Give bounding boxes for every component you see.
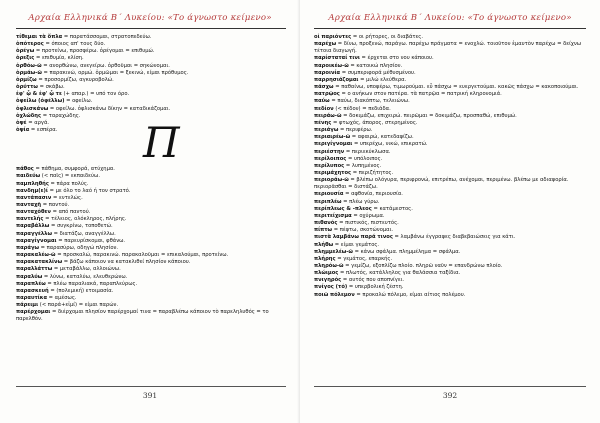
glossary-entry (314, 41, 588, 55)
headword: ὁρμάω-ῶ (16, 69, 42, 76)
headword: περιγίγνομαι (314, 141, 353, 148)
definition: = γεμάτος, επαρκής. (335, 255, 393, 262)
glossary-entry (314, 199, 588, 206)
glossary-entry (16, 245, 288, 252)
headword: παρρησιάζομαι (314, 76, 359, 83)
headword: ὀχλώδης (16, 112, 42, 119)
definition: = αφθονία, περιουσία. (343, 191, 403, 198)
glossary-entry (16, 106, 288, 113)
headword: παρασκευή (16, 287, 49, 294)
glossary-entry (314, 284, 588, 291)
definition: = προσκαλώ, παρακινώ. παρακαλοῦμαι = επικαλούμαι, προτείνω. (55, 252, 229, 259)
footer-rule (314, 386, 586, 387)
definition: = οφείλω. (64, 98, 93, 105)
definition: = παρατάσσομαι, στρατοπεδεύω. (62, 34, 152, 40)
definition: = αυτός που αποπνίγει. (341, 277, 405, 284)
definition: (< πέδον) = πεδιάδα. (333, 105, 391, 112)
headword: πανταχόθεν (16, 209, 51, 216)
definition: = προσορμίζω, αγκυροβολώ. (36, 76, 114, 83)
definition: = είμαι γεμάτος. (333, 241, 380, 248)
headword: περιπλέω (314, 198, 342, 205)
definition: = οφείλω. ὀφλισκάνω δίκην = καταδικάζομαι. (48, 105, 171, 112)
right-page (300, 0, 600, 423)
headword: παροινία (314, 69, 341, 76)
definition: = μεταβάλλω, αλλοιώνω. (52, 266, 121, 273)
glossary-entry (16, 223, 288, 230)
definition: = από παντού. (50, 209, 91, 216)
headword: πανταχῆ (16, 201, 42, 208)
glossary-entry (314, 141, 588, 148)
definition: = κατάμεστος. (371, 205, 413, 212)
definition: = έρχεται στο νου κάποιου. (359, 55, 434, 62)
glossary-column (16, 34, 288, 324)
headword: ὀρύττω (16, 84, 38, 91)
glossary-column (314, 34, 588, 299)
glossary-entry (314, 163, 588, 170)
headword: ποιῶ πόλεμον (314, 291, 355, 298)
glossary-entry (314, 249, 588, 256)
headword: πάρειμι (16, 302, 39, 309)
headword: παρέρχομαι (16, 309, 51, 316)
definition: = αφαιρώ, κατεδαφίζω. (350, 134, 414, 141)
glossary-entry (314, 113, 588, 120)
headword: πνιγηρός (314, 277, 342, 284)
glossary-entry (314, 106, 588, 113)
headword: πεδίον (314, 105, 334, 112)
headword: πειράω-ῶ (314, 112, 342, 119)
glossary-entry (16, 281, 288, 288)
glossary-entry (314, 191, 588, 198)
headword: περιέστην (314, 148, 345, 155)
headword: παντελής (16, 216, 44, 223)
glossary-entry (16, 98, 288, 105)
headword: πάσχω (314, 84, 334, 91)
headword: πλήθω (314, 241, 334, 248)
headword: ἐφ' ᾧ & ἐφ' ᾧ τε (16, 91, 62, 98)
headword: περιμάχητος (314, 169, 352, 176)
headword: παραλύω (16, 273, 43, 280)
definition: = (πολεμική) ετοιμασία. (48, 287, 114, 294)
glossary-entry (314, 292, 588, 299)
headword: οἱ παριόντες (314, 34, 352, 40)
definition: = πιστικός, πιστευτός. (337, 220, 399, 227)
definition: = παθαίνω, υποφέρω, τιμωρούμαι. εὖ πάσχω = ευεργετούμαι. κακῶς πάσχω = κακοποιούμαι. (333, 84, 579, 91)
headword: παρακαλέω-ῶ (16, 252, 56, 259)
definition: = γεμίζω, εξοπλίζω πλοίο. πληρῶ ναῦν = επανδρώνω πλοίο. (343, 263, 503, 269)
glossary-entry (314, 234, 588, 241)
glossary-entry (314, 63, 588, 70)
page-header: Αρχαία Ελληνικά Β΄ Λυκείου: «Το άγνωστο κείμενο» (28, 13, 272, 23)
glossary-entry (314, 120, 588, 127)
definition: (< παῖς) = εκπαιδεύω. (40, 173, 100, 180)
definition: = εσπέρα. (29, 127, 58, 134)
definition: = κατοικώ πλησίον. (348, 62, 403, 69)
definition: = δοκιμάζω, επιχειρώ. πειρῶμαι = δοκιμάζω, προσπαθώ, επιθυμώ. (341, 112, 517, 119)
glossary-entry (16, 288, 288, 295)
headword: πνίγος (τό) (314, 284, 348, 291)
headword: παραγγέλλω (16, 230, 52, 237)
headword: πίπτω (314, 227, 333, 234)
headword: ὁρμίζω (16, 76, 37, 83)
definition: = κάνω σφάλμα. πλημμέλημα = σφάλμα. (352, 248, 461, 255)
definition: = συγκρίνω, τοποθετώ. (49, 223, 113, 230)
headword: πιστὰ λαμβάνω παρά τινος (314, 234, 393, 241)
definition: = οχύρωμα. (351, 212, 385, 219)
headword: ὀφείλω (ὀφέλλω) (16, 98, 65, 105)
headword: πλήρης (314, 255, 336, 262)
headword: πλημμελέω-ῶ (314, 248, 353, 255)
definition: = πλέω παραλιακά, παραπλεύρως. (45, 280, 138, 287)
headword: παύω (314, 98, 330, 105)
definition: = επιθυμία, κλίση. (34, 55, 84, 62)
definition: = λυπημένος. (344, 162, 382, 169)
glossary-entry (16, 188, 288, 195)
definition: = παντού. (41, 201, 70, 208)
definition: = αργά. (26, 119, 50, 126)
headword: πανδημ(ε)ί (16, 187, 48, 194)
definition: = διατάζω, αναγγέλλω. (51, 230, 116, 237)
headword: πάθος (16, 166, 34, 173)
definition: = βάζω κάποιον να κατακλιθεί πλησίον κάποιου. (62, 259, 191, 266)
glossary-entry (16, 63, 288, 70)
glossary-entry (16, 195, 288, 202)
headword: παντάπασιν (16, 194, 52, 201)
headword: περίλοιπος (314, 155, 347, 162)
definition: (+ απαρ.) = υπό τον όρο. (61, 91, 130, 98)
definition: = ανορθώνω, ανεγείρω. ὀρθοῦμαι = σηκώνομαι. (41, 62, 170, 69)
definition: = πάθημα, συμφορά, ατύχημα. (33, 166, 115, 173)
headword: πιθανός (314, 220, 338, 227)
glossary-entry (314, 242, 588, 249)
definition: = λαμβάνω έγγραφες διαβεβαιώσεις για κάτι. (392, 234, 516, 241)
glossary-entry (16, 238, 288, 245)
glossary-entry (16, 274, 288, 281)
definition: = πλέω γύρω. (341, 198, 380, 205)
definition: = οι ρήτορες, οι διαβάτες. (351, 34, 423, 40)
headword: ὀρεξις (16, 55, 35, 62)
headword: παροικέω-ῶ (314, 62, 349, 69)
definition: (< παρά+εἰμί) = είμαι παρών. (38, 302, 119, 309)
page-header: Αρχαία Ελληνικά Β΄ Λυκείου: «Το άγνωστο κείμενο» (328, 13, 572, 23)
glossary-entry (314, 213, 588, 220)
definition: = όποιος απ' τους δύο. (43, 41, 106, 48)
headword: παραλλάττω (16, 266, 53, 273)
headword: ὀψέ (16, 119, 27, 126)
headword: πένης (314, 119, 332, 126)
definition: = παρακινώ, ορμώ. ὁρμῶμαι = ξεκινώ, είμαι πρόθυμος. (41, 69, 189, 76)
footer-rule (16, 386, 286, 387)
glossary-entry (314, 149, 588, 156)
glossary-entry (314, 98, 588, 105)
headword: ὀρθόω-ῶ (16, 62, 42, 69)
definition: = παύω, διακόπτω, τελειώνω. (329, 98, 410, 105)
definition: = παρασύρω, οδηγώ πλησίον. (39, 244, 119, 251)
definition: = προκαλώ πόλεμο, είμαι αίτιος πολέμου. (354, 291, 466, 298)
definition: = περιζήτητος. (351, 169, 394, 176)
glossary-entry (314, 177, 588, 191)
header-rule (16, 28, 286, 29)
definition: = πλωτός, κατάλληλος για θαλάσσια ταξίδια. (338, 270, 461, 277)
page-number: 391 (142, 391, 158, 400)
definition: = διέρχομαι πλησίον παρέρχομαί τινα = παραβλέπω κάποιον τὸ παρεληλυθός = το παρελθόν. (16, 309, 269, 323)
definition: = ταραχώδης. (41, 112, 81, 119)
page-number: 392 (442, 391, 458, 400)
headword: περιάγω (314, 127, 339, 134)
definition: = εντελώς. (51, 194, 83, 201)
headword: παρίσταταί τινι (314, 55, 360, 62)
definition: = αμέσως. (47, 295, 77, 301)
definition: = συμπεριφορά μέθυσμένου. (340, 69, 416, 76)
section-letter: Π (143, 118, 180, 168)
headword: περιτείχισμα (314, 212, 352, 219)
definition: = παρευρίσκομαι, φθάνω. (56, 237, 126, 244)
definition: = προτείνω, προσφέρω. ὀρέγομαι = επιθυμώ. (34, 48, 155, 55)
definition: = τέλειος, ολόκληρος, πλήρης. (43, 216, 127, 223)
headword: περιουσία (314, 191, 344, 198)
header-rule (314, 28, 586, 29)
headword: περίλυπος (314, 162, 345, 169)
definition: = υπερβολική ζέστη. (347, 284, 404, 291)
definition: = υπερέχω, νικώ, επικρατώ. (352, 141, 428, 148)
headword: παραπλέω (16, 280, 46, 287)
headword: πατρῷος (314, 91, 340, 98)
definition: = δίνω, προξενώ, παράγω. παρέχω πράγματα = ενοχλώ. τοιοῦτον ἐμαυτὸν παρέχω = δείχνω τέτοια διαγωγή. (314, 41, 582, 55)
definition: = βλέπω ολόγυρα, περιφρονώ, επιτρέπω, ανέχομαι, περιμένω. βλέπω με αδιαφορία. περιορᾶσθαι = διστάζω. (314, 177, 569, 191)
glossary-entry (314, 70, 588, 77)
definition: = σκάβω. (37, 84, 65, 91)
headword: παραυτίκα (16, 295, 48, 301)
headword: περιαιρέω-ῶ (314, 134, 351, 141)
headword: περιοράω-ῶ (314, 177, 349, 184)
headword: παραβάλλω (16, 223, 50, 230)
glossary-entry (16, 231, 288, 238)
glossary-entry (314, 256, 588, 263)
definition: = μιλώ ελεύθερα. (358, 76, 407, 83)
definition: = υπόλοιπος. (346, 155, 383, 162)
headword: ὀφλισκάνω (16, 105, 49, 112)
glossary-entry (314, 206, 588, 213)
definition: = περιφέρω. (338, 127, 373, 134)
definition: = λύνω, καταλύω, ελευθερώνω. (42, 273, 128, 280)
glossary-entry (16, 173, 288, 180)
headword: τίθεμαι τὰ ὅπλα (16, 34, 63, 40)
headword: παρέχω (314, 41, 337, 48)
glossary-entry (314, 156, 588, 163)
headword: παμπληθής (16, 180, 49, 187)
definition: = ο ανήκων στον πατέρα. τὰ πατρῷα = πατρική κληρονομιά. (339, 91, 502, 98)
headword: περίπλεως & -πλεος (314, 205, 372, 212)
headword: παρακατακλίνω (16, 259, 63, 266)
definition: = περιεκύκλωσα. (344, 148, 391, 155)
glossary-entry (16, 309, 288, 323)
headword: παράγω (16, 244, 39, 251)
glossary-entry (16, 181, 288, 188)
headword: ὁπότερος (16, 41, 44, 48)
definition: = πάρα πολύς. (48, 180, 89, 187)
glossary-entry (16, 266, 288, 273)
headword: ὀψία (16, 127, 30, 134)
headword: ὀρέγω (16, 48, 35, 55)
glossary-entry (16, 70, 288, 77)
definition: = φτωχός, άπορος, στερημένος. (331, 119, 418, 126)
headword: πλώιμος (314, 270, 339, 277)
glossary-entry (314, 55, 588, 62)
definition: = πέφτω, σκοτώνομαι. (332, 227, 394, 234)
headword: πληρόω-ῶ (314, 263, 344, 269)
headword: παραγίγνομαι (16, 237, 57, 244)
headword: παιδεύω (16, 173, 41, 180)
definition: = με όλο το λαό ή τον στρατό. (47, 187, 131, 194)
glossary-entry (16, 55, 288, 62)
